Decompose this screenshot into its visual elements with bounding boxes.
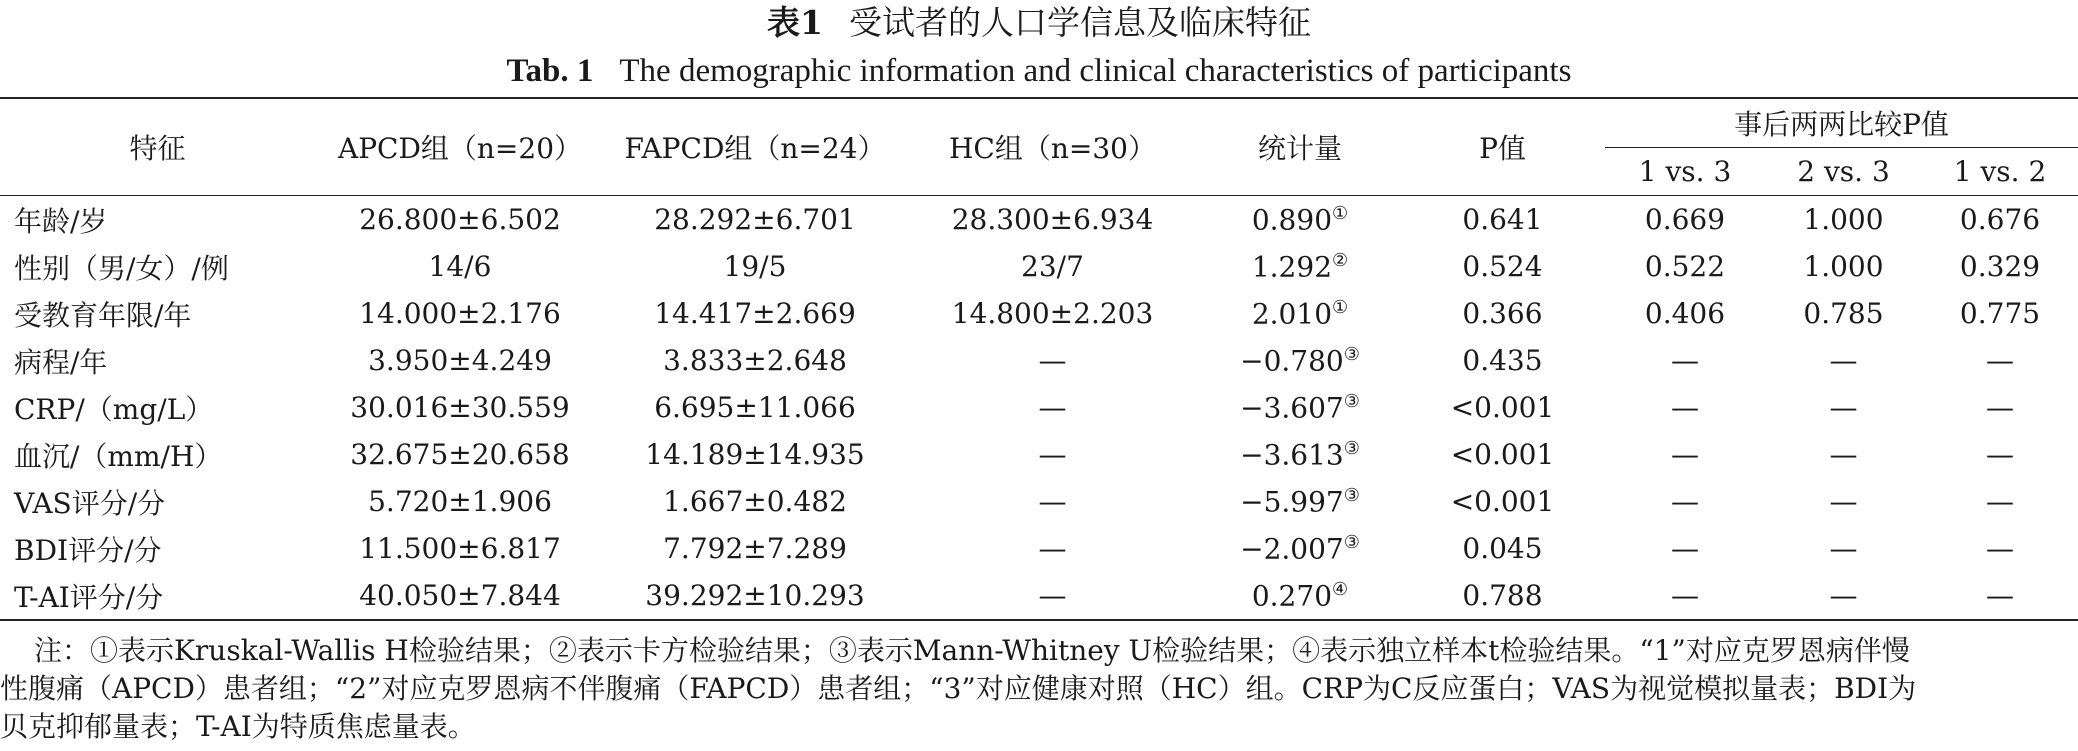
cell-1vs2: 0.676 xyxy=(1922,196,2078,244)
cell-2vs3: 1.000 xyxy=(1765,196,1922,244)
stat-value: −5.997 xyxy=(1240,485,1344,519)
stat-test-mark: ③ xyxy=(1343,390,1360,412)
cell-1vs3: 0.669 xyxy=(1605,196,1765,244)
cell-fapcd: 19/5 xyxy=(723,250,787,283)
cell-p: <0.001 xyxy=(1450,485,1555,518)
stat-test-mark: ③ xyxy=(1343,437,1360,459)
cell-hc: — xyxy=(1038,485,1067,518)
cell-p: <0.001 xyxy=(1450,438,1555,471)
footnote-line: 贝克抑郁量表；T-AI为特质焦虑量表。 xyxy=(0,710,476,743)
cell-hc: — xyxy=(1038,532,1067,565)
cell-1vs2: — xyxy=(1986,532,2014,565)
cell-feature: BDI评分/分 xyxy=(14,533,162,567)
cell-apcd: 5.720±1.906 xyxy=(368,485,552,518)
table-row xyxy=(0,290,2078,337)
cell-apcd: 14.000±2.176 xyxy=(359,297,561,330)
cell-p: 0.524 xyxy=(1462,250,1543,283)
cell-apcd: 14/6 xyxy=(428,250,492,283)
cell-fapcd: 28.292±6.701 xyxy=(605,196,905,244)
cell-apcd: 40.050±7.844 xyxy=(315,572,605,620)
stat-value: 2.010 xyxy=(1251,297,1333,331)
cell-hc: 23/7 xyxy=(1021,250,1084,283)
cell-stat xyxy=(1200,384,1400,431)
table-row xyxy=(0,384,2078,431)
cell-stat xyxy=(1200,431,1400,478)
cell-p: 0.045 xyxy=(1462,532,1543,565)
cell-apcd: 3.950±4.249 xyxy=(368,344,552,377)
footnote-line: 注：①表示Kruskal-Wallis H检验结果；②表示卡方检验结果；③表示Mann-Whitney U检验结果；④表示独立样本t检验结果。“1”对应克罗恩病伴慢 xyxy=(34,634,1910,667)
cell-2vs3: — xyxy=(1829,532,1858,565)
cell-apcd: 32.675±20.658 xyxy=(350,438,570,471)
cell-hc: — xyxy=(1038,438,1067,471)
cell-stat xyxy=(1200,243,1400,290)
cell-feature: 受教育年限/年 xyxy=(14,298,192,332)
cell-fapcd: 3.833±2.648 xyxy=(663,344,847,377)
cell-2vs3: — xyxy=(1829,438,1858,471)
cell-1vs2: — xyxy=(1986,438,2014,471)
footnote-line: 性腹痛（APCD）患者组；“2”对应克罗恩病不伴腹痛（FAPCD）患者组；“3”对应健康对照（HC）组。CRP为C反应蛋白；VAS为视觉模拟量表；BDI为 xyxy=(0,672,1917,705)
cell-2vs3: — xyxy=(1829,344,1858,377)
data-table xyxy=(0,97,2078,621)
table-title-cn: 受试者的人口学信息及临床特征 xyxy=(848,3,1311,42)
cell-feature: VAS评分/分 xyxy=(14,486,166,520)
cell-1vs3: — xyxy=(1671,438,1699,471)
table-title-en: The demographic information and clinical characteristics of participants xyxy=(619,53,1572,89)
cell-2vs3: — xyxy=(1829,391,1858,424)
header-1vs3: 1 vs. 3 xyxy=(1638,155,1732,188)
table-number-en: Tab. 1 xyxy=(506,53,594,89)
cell-stat xyxy=(1200,572,1400,620)
cell-1vs3: 0.522 xyxy=(1644,250,1726,283)
stat-value: 0.270 xyxy=(1251,579,1333,613)
stat-value: −2.007 xyxy=(1240,532,1344,566)
header-1vs2: 1 vs. 2 xyxy=(1953,155,2047,188)
cell-stat xyxy=(1200,196,1400,244)
table-row xyxy=(0,525,2078,572)
stat-test-mark: ③ xyxy=(1343,484,1360,506)
header-feature: 特征 xyxy=(129,132,186,165)
cell-feature: 血沉/（mm/H） xyxy=(14,439,223,473)
cell-1vs3: — xyxy=(1671,485,1699,518)
table-footnote xyxy=(0,632,2044,746)
cell-1vs3: — xyxy=(1671,344,1699,377)
cell-1vs3: 0.406 xyxy=(1644,297,1726,330)
cell-1vs2: 0.775 xyxy=(1959,297,2041,330)
cell-2vs3: 0.785 xyxy=(1803,297,1884,330)
cell-1vs3: — xyxy=(1671,532,1699,565)
cell-1vs2: — xyxy=(1922,572,2078,620)
table-number-cn: 表1 xyxy=(767,3,823,42)
cell-1vs3: — xyxy=(1605,572,1765,620)
cell-stat xyxy=(1200,525,1400,572)
header-p: P值 xyxy=(1479,132,1526,165)
table-row xyxy=(0,431,2078,478)
cell-1vs2: — xyxy=(1986,485,2014,518)
table-row xyxy=(0,478,2078,525)
cell-feature: CRP/（mg/L） xyxy=(14,392,214,426)
stat-test-mark: ① xyxy=(1332,202,1349,224)
cell-fapcd: 1.667±0.482 xyxy=(663,485,847,518)
cell-hc: — xyxy=(1038,391,1067,424)
stat-value: −3.607 xyxy=(1240,391,1344,425)
cell-apcd: 26.800±6.502 xyxy=(315,196,605,244)
cell-fapcd: 7.792±7.289 xyxy=(663,532,847,565)
cell-feature: 病程/年 xyxy=(14,345,108,379)
table-row xyxy=(0,196,2078,244)
cell-p: 0.435 xyxy=(1462,344,1543,377)
cell-feature: 年龄/岁 xyxy=(0,196,315,244)
cell-hc: — xyxy=(1038,344,1067,377)
cell-1vs3: — xyxy=(1671,391,1699,424)
cell-stat xyxy=(1200,290,1400,337)
cell-feature: T-AI评分/分 xyxy=(0,572,315,620)
cell-1vs2: 0.329 xyxy=(1959,250,2041,283)
cell-hc: — xyxy=(905,572,1200,620)
cell-fapcd: 14.417±2.669 xyxy=(654,297,856,330)
stat-test-mark: ③ xyxy=(1343,531,1360,553)
stat-value: −3.613 xyxy=(1240,438,1344,472)
cell-fapcd: 6.695±11.066 xyxy=(654,391,856,424)
cell-p: <0.001 xyxy=(1450,391,1555,424)
cell-p: 0.641 xyxy=(1400,196,1605,244)
cell-hc: 14.800±2.203 xyxy=(951,297,1154,330)
cell-stat xyxy=(1200,337,1400,384)
stat-value: −0.780 xyxy=(1240,344,1344,378)
stat-test-mark: ③ xyxy=(1343,343,1360,365)
header-apcd: APCD组（n=20） xyxy=(337,132,583,165)
header-hc: HC组（n=30） xyxy=(949,132,1156,165)
stat-value: 0.890 xyxy=(1251,203,1333,237)
cell-1vs2: — xyxy=(1986,344,2014,377)
table-row xyxy=(0,243,2078,290)
stat-test-mark: ② xyxy=(1332,249,1349,271)
cell-1vs2: — xyxy=(1986,391,2014,424)
table-caption-en xyxy=(0,50,2078,92)
cell-2vs3: 1.000 xyxy=(1803,250,1884,283)
stat-value: 1.292 xyxy=(1251,250,1333,284)
cell-apcd: 11.500±6.817 xyxy=(359,532,561,565)
header-fapcd: FAPCD组（n=24） xyxy=(624,132,886,165)
cell-fapcd: 39.292±10.293 xyxy=(605,572,905,620)
cell-apcd: 30.016±30.559 xyxy=(350,391,570,424)
table-caption-cn xyxy=(0,2,2078,44)
stat-test-mark: ④ xyxy=(1332,578,1349,600)
cell-2vs3: — xyxy=(1765,572,1922,620)
header-2vs3: 2 vs. 3 xyxy=(1797,155,1890,188)
cell-hc: 28.300±6.934 xyxy=(905,196,1200,244)
table-row xyxy=(0,337,2078,384)
cell-p: 0.788 xyxy=(1400,572,1605,620)
cell-p: 0.366 xyxy=(1462,297,1543,330)
cell-feature: 性别（男/女）/例 xyxy=(14,251,229,285)
cell-2vs3: — xyxy=(1829,485,1858,518)
header-posthoc: 事后两两比较P值 xyxy=(1605,98,2078,148)
table-row xyxy=(0,572,2078,620)
cell-fapcd: 14.189±14.935 xyxy=(645,438,865,471)
cell-stat xyxy=(1200,478,1400,525)
stat-test-mark: ① xyxy=(1332,296,1349,318)
header-stat: 统计量 xyxy=(1257,132,1342,165)
